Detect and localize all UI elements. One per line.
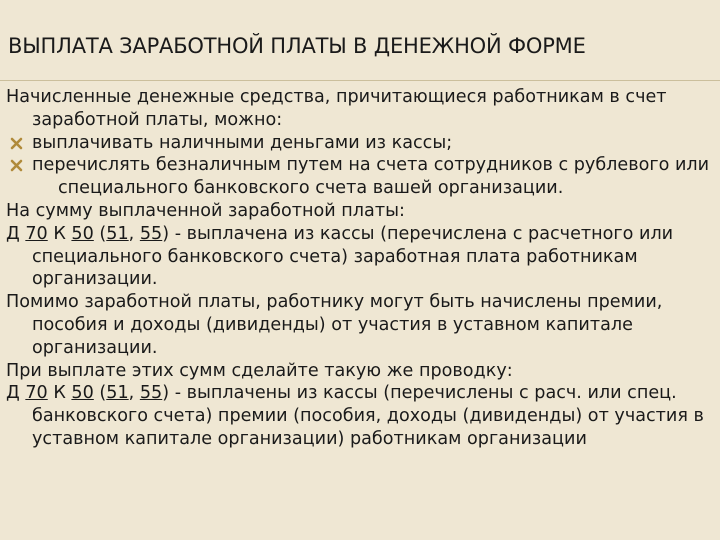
account-50-link[interactable]: 50 (71, 223, 94, 244)
paren-open: ( (93, 383, 107, 404)
bullet-item (6, 154, 712, 200)
slide-title: ВЫПЛАТА ЗАРАБОТНОЙ ПЛАТЫ В ДЕНЕЖНОЙ ФОРМЕ (8, 34, 586, 58)
entry-description: ) - выплачена из кассы (перечислена с расчетного или специального банковского счета) заработная плата работникам организации. (32, 223, 674, 290)
account-70-link[interactable]: 70 (25, 223, 48, 244)
bullet-text: перечислять безналичным путем на счета сотрудников с рублевого или специального банковского счета вашей организации. (32, 155, 710, 199)
comma: , (128, 383, 140, 404)
account-55-link[interactable]: 55 (139, 223, 163, 244)
account-55-link[interactable]: 55 (139, 383, 163, 404)
debit-label: Д (6, 223, 26, 244)
bullet-text: выплачивать наличными деньгами из кассы; (32, 132, 453, 153)
account-70-link[interactable]: 70 (25, 383, 48, 404)
account-51-link[interactable]: 51 (106, 223, 129, 244)
paid-salary-paragraph: На сумму выплаченной заработной платы: (6, 200, 405, 221)
bullet-item (6, 132, 712, 155)
account-51-link[interactable]: 51 (106, 383, 129, 404)
debit-label: Д (6, 383, 26, 404)
comma: , (128, 223, 140, 244)
credit-label: К (47, 223, 72, 244)
entry-description: ) - выплачены из кассы (перечислены с расч. или спец. банковского счета) премии (пособия, доходы (дивиденды) от участия в уставном капитале организации) работникам организации (32, 383, 704, 449)
slide-body (6, 86, 712, 451)
intro-paragraph: Начисленные денежные средства, причитающиеся работникам в счет заработной платы, можно: (6, 87, 667, 130)
title-divider (0, 80, 720, 81)
x-mark-bullet-icon (10, 159, 23, 172)
credit-label: К (47, 383, 72, 404)
journal-entry-2 (6, 382, 712, 450)
paren-open: ( (93, 223, 107, 244)
x-mark-bullet-icon (10, 137, 23, 150)
journal-entry-1 (6, 223, 712, 291)
account-50-link[interactable]: 50 (71, 383, 94, 404)
posting-paragraph: При выплате этих сумм сделайте такую же проводку: (6, 360, 513, 381)
bonuses-paragraph: Помимо заработной платы, работнику могут быть начислены премии, пособия и доходы (дивиденды) от участия в уставном капитале организации. (6, 292, 663, 358)
